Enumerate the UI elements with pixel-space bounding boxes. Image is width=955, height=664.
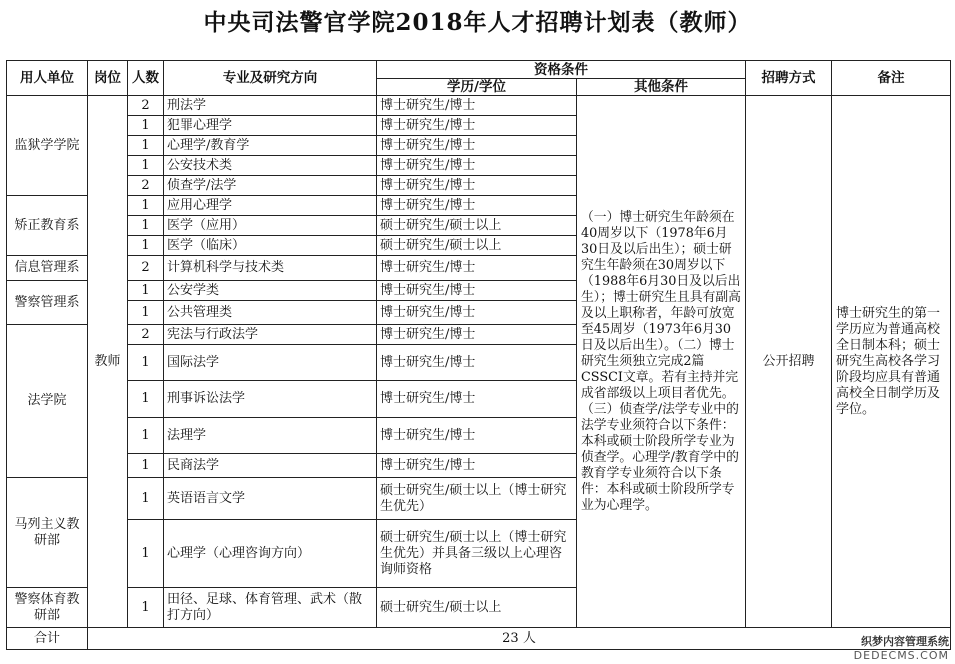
major-cell: 法理学 xyxy=(164,418,377,454)
method-cell: 公开招聘 xyxy=(746,96,832,628)
unit-cell: 马列主义教研部 xyxy=(7,478,88,588)
major-cell: 田径、足球、体育管理、武术（散打方向） xyxy=(164,588,377,628)
count-cell: 1 xyxy=(128,156,164,176)
major-cell: 刑事诉讼法学 xyxy=(164,381,377,418)
degree-cell: 博士研究生/博士 xyxy=(377,176,577,196)
count-cell: 1 xyxy=(128,454,164,478)
degree-cell: 硕士研究生/硕士以上 xyxy=(377,216,577,236)
count-cell: 1 xyxy=(128,381,164,418)
count-cell: 2 xyxy=(128,256,164,281)
header-other: 其他条件 xyxy=(577,79,746,96)
major-cell: 宪法与行政法学 xyxy=(164,325,377,345)
header-position: 岗位 xyxy=(88,61,128,96)
major-cell: 心理学/教育学 xyxy=(164,136,377,156)
unit-cell: 警察体育教研部 xyxy=(7,588,88,628)
count-cell: 1 xyxy=(128,196,164,216)
count-cell: 1 xyxy=(128,236,164,256)
degree-cell: 博士研究生/博士 xyxy=(377,381,577,418)
degree-cell: 博士研究生/博士 xyxy=(377,345,577,381)
degree-cell: 博士研究生/博士 xyxy=(377,418,577,454)
major-cell: 英语语言文学 xyxy=(164,478,377,520)
degree-cell: 博士研究生/博士 xyxy=(377,136,577,156)
total-label: 合计 xyxy=(7,628,88,650)
total-row xyxy=(7,628,951,650)
watermark-line-2: DEDECMS.COM xyxy=(853,649,949,662)
header-remarks: 备注 xyxy=(832,61,951,96)
major-cell: 国际法学 xyxy=(164,345,377,381)
page-title: 中央司法警官学院2018年人才招聘计划表（教师） xyxy=(203,9,752,36)
unit-cell: 矫正教育系 xyxy=(7,196,88,256)
degree-cell: 硕士研究生/硕士以上（博士研究生优先） xyxy=(377,478,577,520)
degree-cell: 硕士研究生/硕士以上 xyxy=(377,236,577,256)
header-row-1 xyxy=(7,61,951,79)
count-cell: 2 xyxy=(128,96,164,116)
major-cell: 应用心理学 xyxy=(164,196,377,216)
degree-cell: 博士研究生/博士 xyxy=(377,454,577,478)
watermark xyxy=(854,633,949,662)
major-cell: 侦查学/法学 xyxy=(164,176,377,196)
unit-cell: 监狱学学院 xyxy=(7,96,88,196)
major-cell: 公安学类 xyxy=(164,281,377,301)
degree-cell: 博士研究生/博士 xyxy=(377,96,577,116)
header-qualification: 资格条件 xyxy=(377,61,746,79)
remarks-cell: 博士研究生的第一学历应为普通高校全日制本科；硕士研究生高校各学习阶段均应具有普通高校全日制学历及学位。 xyxy=(832,96,951,628)
degree-cell: 博士研究生/博士 xyxy=(377,281,577,301)
degree-cell: 硕士研究生/硕士以上（博士研究生优先）并具备三级以上心理咨询师资格 xyxy=(377,520,577,588)
header-major: 专业及研究方向 xyxy=(164,61,377,96)
header-unit: 用人单位 xyxy=(7,61,88,96)
total-value: 23 人 xyxy=(88,628,951,650)
count-cell: 2 xyxy=(128,176,164,196)
count-cell: 1 xyxy=(128,216,164,236)
count-cell: 1 xyxy=(128,345,164,381)
unit-cell: 信息管理系 xyxy=(7,256,88,281)
degree-cell: 硕士研究生/硕士以上 xyxy=(377,588,577,628)
major-cell: 民商法学 xyxy=(164,454,377,478)
count-cell: 1 xyxy=(128,588,164,628)
degree-cell: 博士研究生/博士 xyxy=(377,256,577,281)
count-cell: 1 xyxy=(128,520,164,588)
major-cell: 犯罪心理学 xyxy=(164,116,377,136)
count-cell: 1 xyxy=(128,281,164,301)
other-conditions-cell: （一）博士研究生年龄须在40周岁以下（1978年6月30日及以后出生）；硕士研究生年龄须在30周岁以下（1988年6月30日及以后出生）；博士研究生且具有副高及以上职称者，年龄可放宽至45周岁（1973年6月30日及以后出生）。（二）博士研究生须独立完成2篇CSSCI文章。若有主持并完成省部级以上项目者优先。（三）侦查学/法学专业中的法学专业须符合以下条件：本科或硕士阶段所学专业为侦查学。心理学/教育学中的教育学专业须符合以下条件：本科或硕士阶段所学专业为心理学。 xyxy=(577,96,746,628)
count-cell: 1 xyxy=(128,116,164,136)
degree-cell: 博士研究生/博士 xyxy=(377,301,577,325)
major-cell: 公安技术类 xyxy=(164,156,377,176)
major-cell: 心理学（心理咨询方向） xyxy=(164,520,377,588)
degree-cell: 博士研究生/博士 xyxy=(377,116,577,136)
header-method: 招聘方式 xyxy=(746,61,832,96)
unit-cell: 法学院 xyxy=(7,325,88,478)
major-cell: 公共管理类 xyxy=(164,301,377,325)
count-cell: 1 xyxy=(128,301,164,325)
table-row xyxy=(7,96,951,116)
count-cell: 1 xyxy=(128,478,164,520)
degree-cell: 博士研究生/博士 xyxy=(377,196,577,216)
degree-cell: 博士研究生/博士 xyxy=(377,156,577,176)
degree-cell: 博士研究生/博士 xyxy=(377,325,577,345)
header-count: 人数 xyxy=(128,61,164,96)
recruitment-table xyxy=(6,60,951,650)
major-cell: 计算机科学与技术类 xyxy=(164,256,377,281)
watermark-line-1: 织梦内容管理系统 xyxy=(861,635,949,648)
count-cell: 2 xyxy=(128,325,164,345)
count-cell: 1 xyxy=(128,136,164,156)
count-cell: 1 xyxy=(128,418,164,454)
major-cell: 医学（应用） xyxy=(164,216,377,236)
major-cell: 刑法学 xyxy=(164,96,377,116)
header-degree: 学历/学位 xyxy=(377,79,577,96)
unit-cell: 警察管理系 xyxy=(7,281,88,325)
position-cell: 教师 xyxy=(88,96,128,628)
major-cell: 医学（临床） xyxy=(164,236,377,256)
